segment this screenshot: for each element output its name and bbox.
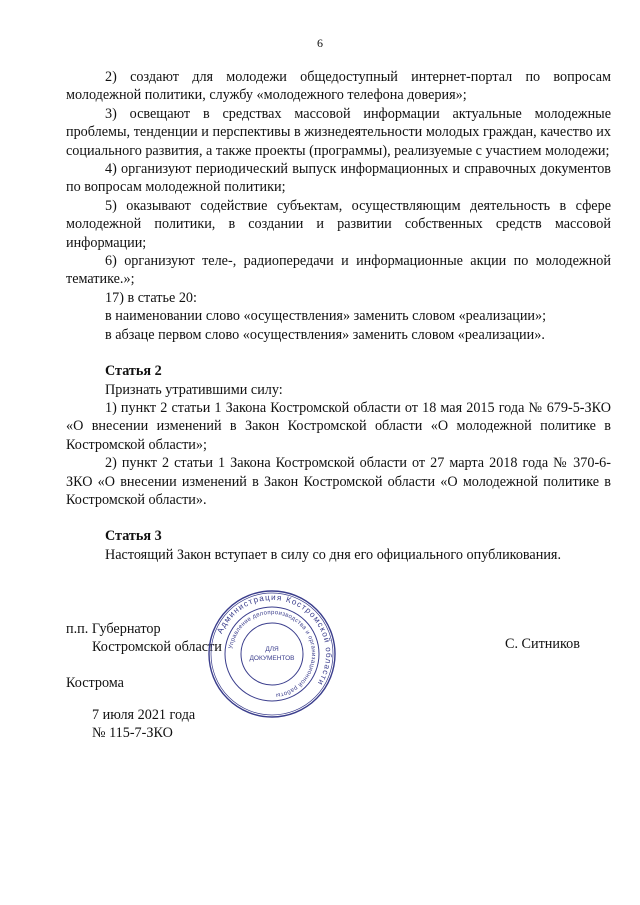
- seal-outer-ring: [209, 591, 335, 717]
- seal-middle-ring: [225, 607, 319, 701]
- signature-name: С. Ситников: [505, 636, 580, 652]
- paragraph: в абзаце первом слово «осуществления» заменить словом «реализации».: [105, 326, 545, 343]
- seal-center-text-2: ДОКУМЕНТОВ: [249, 655, 295, 662]
- document-body: [66, 68, 611, 564]
- article-2-heading: Статья 2: [105, 363, 162, 380]
- paragraph: 2) создают для молодежи общедоступный интернет-портал по вопросам молодежной политики, службу «молодежного телефона доверия»;: [66, 69, 611, 104]
- seal-center-text-1: ДЛЯ: [265, 646, 279, 653]
- signature-region: Костромской области: [92, 639, 222, 655]
- page-number: 6: [317, 36, 323, 50]
- paragraph: Настоящий Закон вступает в силу со дня его официального опубликования.: [105, 546, 561, 563]
- paragraph: Признать утратившими силу:: [105, 381, 283, 398]
- signing-date: 7 июля 2021 года: [92, 707, 196, 723]
- official-seal: [206, 588, 338, 720]
- paragraph: 6) организуют теле-, радиопередачи и информационные акции по молодежной тематике.»;: [66, 253, 611, 288]
- paragraph: 4) организуют периодический выпуск информационных и справочных документов по вопросам молодежной политики;: [66, 161, 611, 196]
- article-3-heading: Статья 3: [105, 528, 162, 545]
- signature-title: п.п. Губернатор: [66, 621, 161, 637]
- paragraph: 5) оказывают содействие субъектам, осуществляющим деятельность в сфере молодежной политики, в создании и развитии собственных средств массовой информации;: [66, 197, 611, 251]
- seal-inner-text: Управление делопроизводства и организационной работы: [228, 609, 317, 698]
- paragraph: 3) освещают в средствах массовой информации актуальные молодежные проблемы, тенденции и перспективы в жизнедеятельности молодых граждан, качество их социального развития, а также проекты (программы), реализуемые с участием молодежи;: [66, 105, 611, 159]
- seal-inner-ring: [241, 623, 303, 685]
- paragraph: в наименовании слово «осуществления» заменить словом «реализации»;: [105, 308, 547, 325]
- seal-outer-text: Администрация Костромской области: [215, 592, 334, 688]
- paragraph: 17) в статье 20:: [105, 289, 197, 306]
- place-of-signing: Кострома: [66, 675, 124, 691]
- law-number: № 115-7-ЗКО: [92, 725, 173, 741]
- paragraph: 2) пункт 2 статьи 1 Закона Костромской области от 27 марта 2018 года № 370-6-ЗКО «О внесении изменений в Закон Костромской области «О молодежной политике в Костромской области».: [66, 455, 611, 508]
- paragraph: 1) пункт 2 статьи 1 Закона Костромской области от 18 мая 2015 года № 679-5-ЗКО «О внесении изменений в Закон Костромской области «О молодежной политике в Костромской области»;: [66, 399, 611, 453]
